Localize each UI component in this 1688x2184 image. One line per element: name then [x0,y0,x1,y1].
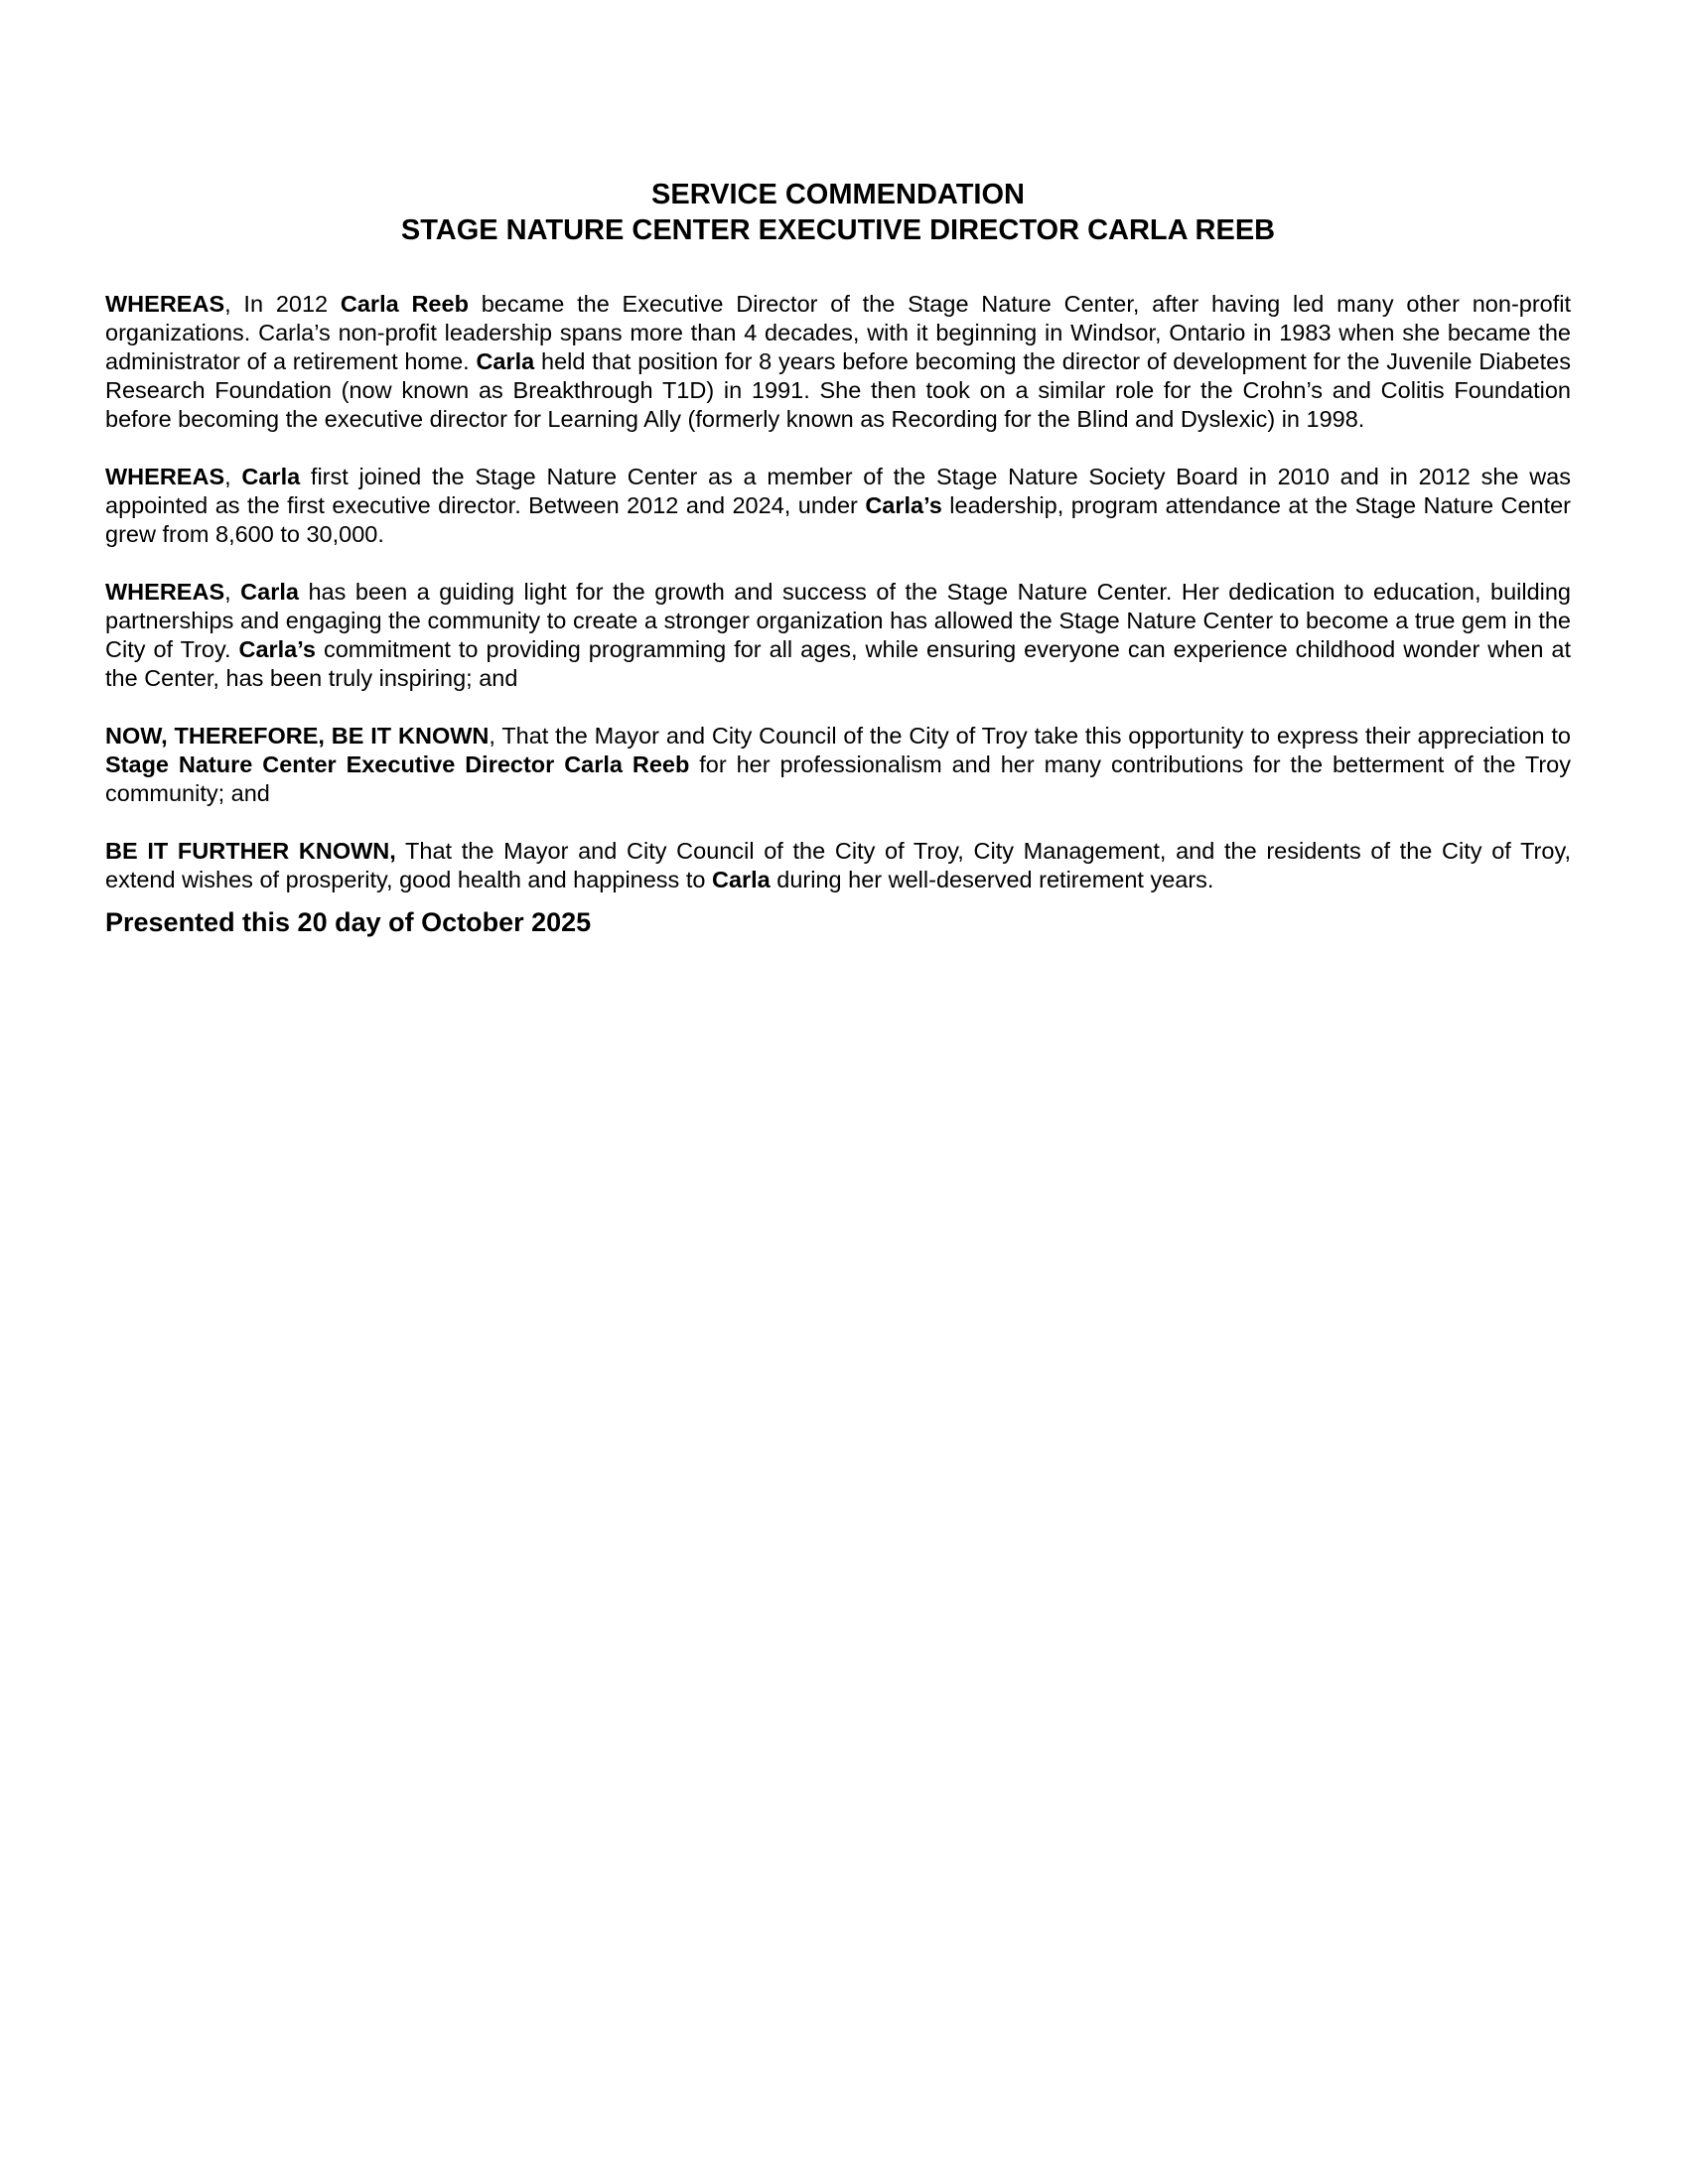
bold-text-segment: Carla [240,579,299,605]
bold-text-segment: Carla Reeb [340,291,469,317]
text-segment: first joined the Stage Nature Center as a member of the Stage Nature Society Board in 2010 and in 2012 she was appointed as the first executive director. Between 2012 and 2024, under [105,464,1572,518]
text-segment: , In 2012 [224,291,341,317]
text-segment: That the Mayor and City Council of the City of Troy, City Management, and the residents of the City of Troy, extend wishes of prosperity, good health and happiness to [105,838,1571,892]
therefore-paragraph [105,722,1571,808]
whereas-paragraph-1 [105,290,1571,434]
title-line-2: STAGE NATURE CENTER EXECUTIVE DIRECTOR CARLA REEB [400,214,1276,246]
bold-text-segment: Carla’s [238,636,316,662]
text-segment: for her professionalism and her many contributions for the betterment of the Troy community; and [105,751,1571,806]
whereas-paragraph-3 [105,578,1571,693]
presented-date: Presented this 20 day of October 2025 [105,907,592,937]
bold-text-segment: WHEREAS [105,579,225,605]
whereas-paragraph-2 [105,463,1571,549]
text-segment: became the Executive Director of the Stage Nature Center, after having led many other non-profit organizations. Carla’s non-profit leadership spans more than 4 decades, with it beginning in Windsor, Ontario in 1983 when she became the administrator of a retirement home. [105,291,1572,374]
text-segment: during her well-deserved retirement years. [770,867,1214,892]
text-segment: has been a guiding light for the growth and success of the Stage Nature Center. Her dedication to education, building partnerships and engaging the community to create a stronger organization has allowed the Stage Nature Center to become a true gem in the City of Troy. [105,579,1572,662]
commendation-page [105,177,1571,938]
title-line-1: SERVICE COMMENDATION [651,179,1025,210]
text-segment: , [224,579,241,605]
text-segment: , [224,464,242,489]
text-segment: , That the Mayor and City Council of the City of Troy take this opportunity to express their appreciation to [489,723,1571,749]
further-known-paragraph [105,837,1571,894]
bold-text-segment: Carla’s [865,492,942,518]
text-segment: commitment to providing programming for all ages, while ensuring everyone can experience childhood wonder when at the Center, has been truly inspiring; and [105,636,1571,691]
document-title [105,177,1571,248]
bold-text-segment: WHEREAS [105,291,225,317]
bold-text-segment: Stage Nature Center Executive Director Carla Reeb [105,751,690,777]
bold-text-segment: Carla [711,867,771,892]
bold-text-segment: Carla [241,464,301,489]
bold-text-segment: WHEREAS [105,464,225,489]
bold-text-segment: NOW, THEREFORE, BE IT KNOWN [105,723,490,749]
text-segment: held that position for 8 years before becoming the director of development for the Juvenile Diabetes Research Foundation (now known as Breakthrough T1D) in 1991. She then took on a similar role for the Crohn’s and Colitis Foundation before becoming the executive director for Learning Ally (formerly known as Recording for the Blind and Dyslexic) in 1998. [105,348,1571,432]
bold-text-segment: BE IT FURTHER KNOWN, [105,838,396,864]
text-segment: leadership, program attendance at the Stage Nature Center grew from 8,600 to 30,000. [105,492,1572,547]
bold-text-segment: Carla [476,348,535,374]
